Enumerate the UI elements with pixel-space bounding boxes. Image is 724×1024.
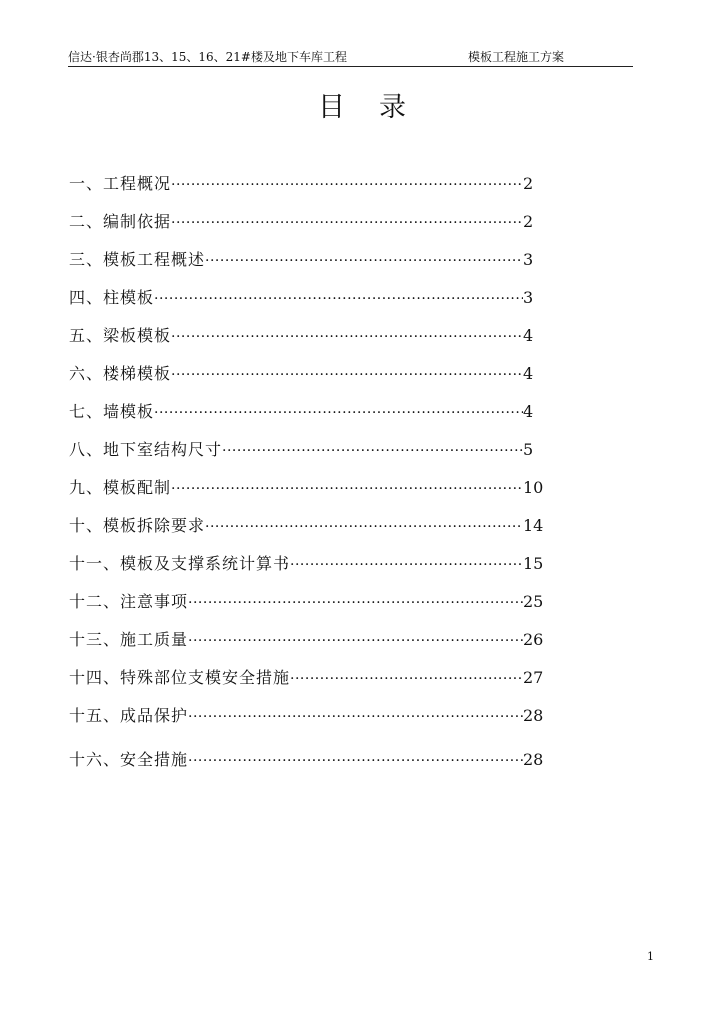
toc-entry[interactable] <box>69 702 549 730</box>
toc-leader-dots <box>171 475 523 503</box>
toc-entry-page: 4 <box>523 402 534 421</box>
toc-leader-dots <box>171 361 523 389</box>
toc-entry-label: 八、地下室结构尺寸 <box>69 440 223 459</box>
toc-entry[interactable] <box>69 170 549 198</box>
toc-entry[interactable] <box>69 208 549 236</box>
toc-entry[interactable] <box>69 322 549 350</box>
toc-entry-label: 九、模板配制 <box>69 478 172 497</box>
toc-entry-page: 3 <box>523 250 534 269</box>
toc-entry-label: 三、模板工程概述 <box>69 250 206 269</box>
toc-entry[interactable] <box>69 284 549 312</box>
toc-entry-page: 27 <box>523 668 544 687</box>
toc-entry-label: 十六、安全措施 <box>69 750 189 769</box>
toc-entry-page: 28 <box>523 706 544 725</box>
toc-leader-dots <box>188 703 523 731</box>
toc-entry-label: 十五、成品保护 <box>69 706 189 725</box>
toc-entry[interactable] <box>69 360 549 388</box>
page-header <box>68 50 633 67</box>
toc-leader-dots <box>188 747 523 775</box>
toc-entry-label: 六、楼梯模板 <box>69 364 172 383</box>
toc-leader-dots <box>205 513 523 541</box>
toc-leader-dots <box>188 627 523 655</box>
toc-entry-page: 2 <box>523 212 534 231</box>
header-project-name: 信达·银杏尚郡13、15、16、21#楼及地下车库工程 <box>68 50 347 64</box>
toc-entry-label: 十一、模板及支撑系统计算书 <box>69 554 291 573</box>
toc-leader-dots <box>290 551 523 579</box>
toc-entry-page: 2 <box>523 174 534 193</box>
toc-leader-dots <box>171 171 523 199</box>
toc-leader-dots <box>188 589 523 617</box>
toc-entry[interactable] <box>69 398 549 426</box>
toc-entry-page: 14 <box>523 516 544 535</box>
toc-entry[interactable] <box>69 436 549 464</box>
toc-entry-page: 5 <box>523 440 534 459</box>
toc-entry-page: 26 <box>523 630 544 649</box>
toc-entry-page: 25 <box>523 592 544 611</box>
toc-entry-page: 10 <box>523 478 544 497</box>
toc-entry[interactable] <box>69 550 549 578</box>
toc-leader-dots <box>205 247 523 275</box>
toc-entry-label: 二、编制依据 <box>69 212 172 231</box>
toc-leader-dots <box>154 399 523 427</box>
toc-leader-dots <box>154 285 523 313</box>
toc-entry-label: 四、柱模板 <box>69 288 155 307</box>
page-number: 1 <box>647 950 654 963</box>
toc-entry-label: 十四、特殊部位支模安全措施 <box>69 668 291 687</box>
toc-entry-page: 15 <box>523 554 544 573</box>
toc-entry-page: 4 <box>523 364 534 383</box>
toc-entry[interactable] <box>69 474 549 502</box>
toc-entry-label: 五、梁板模板 <box>69 326 172 345</box>
page-title: 目录 <box>318 92 440 123</box>
toc-leader-dots <box>171 209 523 237</box>
toc-entry-label: 一、工程概况 <box>69 174 172 193</box>
toc-leader-dots <box>171 323 523 351</box>
toc-entry-page: 4 <box>523 326 534 345</box>
toc-entry[interactable] <box>69 626 549 654</box>
toc-entry[interactable] <box>69 512 549 540</box>
toc-entry[interactable] <box>69 746 549 774</box>
toc-entry-label: 十二、注意事项 <box>69 592 189 611</box>
toc-entry-label: 十三、施工质量 <box>69 630 189 649</box>
toc-entry[interactable] <box>69 588 549 616</box>
toc-entry-page: 28 <box>523 750 544 769</box>
toc-entry-label: 十、模板拆除要求 <box>69 516 206 535</box>
toc-entry[interactable] <box>69 664 549 692</box>
header-document-name: 模板工程施工方案 <box>468 50 565 64</box>
toc-entry-label: 七、墙模板 <box>69 402 155 421</box>
toc-entry-page: 3 <box>523 288 534 307</box>
toc-leader-dots <box>290 665 523 693</box>
toc-leader-dots <box>222 437 523 465</box>
toc-entry[interactable] <box>69 246 549 274</box>
